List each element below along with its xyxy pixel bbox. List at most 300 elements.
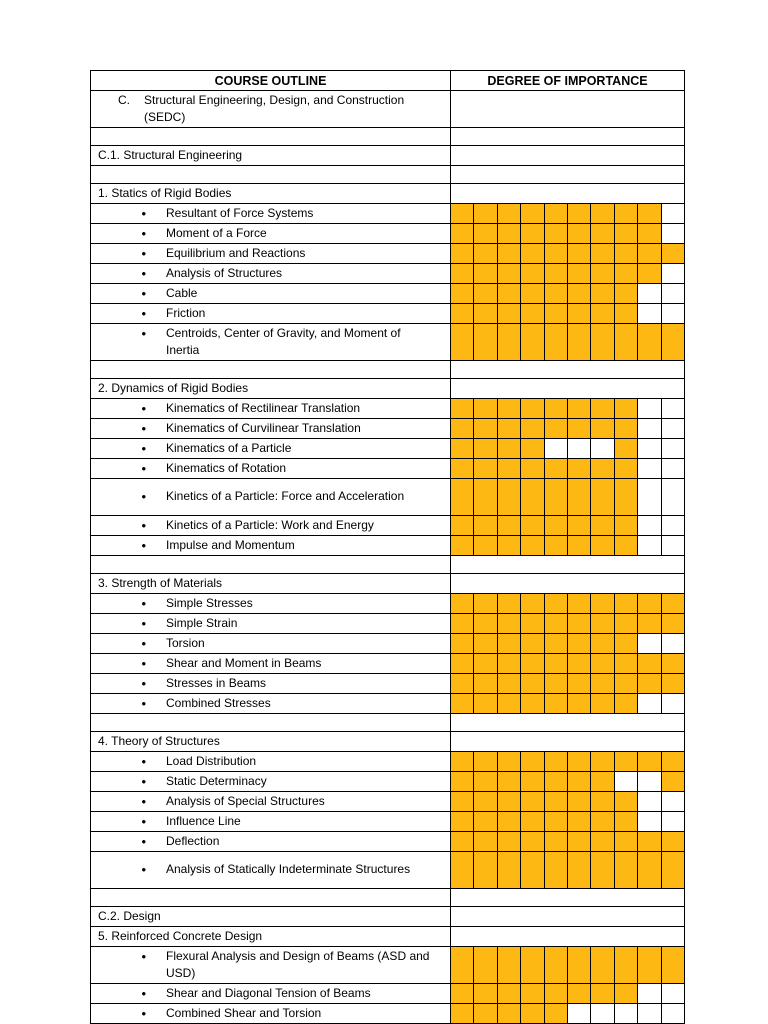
outline-label-cell: [91, 304, 451, 324]
bullet-icon: [98, 861, 166, 879]
importance-block-filled: [451, 832, 474, 851]
importance-block-filled: [591, 812, 614, 831]
importance-block-filled: [451, 852, 474, 888]
importance-block-filled: [498, 459, 521, 478]
bullet-icon: [98, 615, 166, 633]
importance-block-filled: [662, 852, 684, 888]
importance-cell: [451, 574, 685, 594]
bullet-icon: [98, 773, 166, 791]
importance-block-filled: [474, 674, 497, 693]
importance-block-filled: [591, 204, 614, 223]
importance-block-filled: [474, 752, 497, 771]
importance-block-empty: [638, 812, 661, 831]
importance-block-filled: [521, 419, 544, 438]
outline-label-cell: [91, 361, 451, 379]
outline-label-cell: [91, 264, 451, 284]
importance-block-filled: [451, 479, 474, 515]
importance-cell: [451, 772, 685, 792]
importance-blocks: [451, 479, 684, 515]
importance-block-filled: [521, 772, 544, 791]
importance-cell: [451, 832, 685, 852]
outline-label-cell: [91, 128, 451, 146]
importance-block-filled: [474, 224, 497, 243]
importance-block-empty: [638, 516, 661, 535]
importance-block-filled: [545, 947, 568, 983]
importance-cell: [451, 927, 685, 947]
importance-block-filled: [521, 674, 544, 693]
importance-block-filled: [474, 614, 497, 633]
outline-item-text: Kinematics of a Particle: [166, 440, 292, 455]
importance-block-filled: [591, 694, 614, 713]
outline-item-text: Load Distribution: [166, 753, 257, 768]
bullet-icon: [98, 635, 166, 653]
importance-block-filled: [498, 224, 521, 243]
importance-block-filled: [615, 654, 638, 673]
outline-label-cell: [91, 439, 451, 459]
importance-block-filled: [568, 694, 591, 713]
importance-block-filled: [498, 536, 521, 555]
importance-cell: [451, 204, 685, 224]
importance-block-filled: [474, 947, 497, 983]
importance-block-filled: [568, 536, 591, 555]
importance-block-filled: [498, 264, 521, 283]
importance-block-filled: [591, 674, 614, 693]
importance-block-filled: [451, 654, 474, 673]
importance-cell: [451, 224, 685, 244]
importance-block-filled: [638, 654, 661, 673]
importance-block-filled: [521, 204, 544, 223]
importance-block-filled: [662, 832, 684, 851]
importance-block-filled: [662, 614, 684, 633]
importance-cell: [451, 594, 685, 614]
section-heading: C.2. Design: [98, 909, 161, 923]
importance-block-filled: [545, 224, 568, 243]
importance-cell: [451, 128, 685, 146]
importance-block-filled: [474, 399, 497, 418]
outline-label-cell: [91, 516, 451, 536]
importance-cell: [451, 304, 685, 324]
outline-item-text: Static Determinacy: [166, 773, 267, 788]
importance-cell: [451, 184, 685, 204]
importance-block-filled: [615, 459, 638, 478]
outline-item-row: [91, 984, 685, 1004]
outline-item-text: Analysis of Structures: [166, 265, 283, 280]
importance-block-filled: [568, 479, 591, 515]
importance-block-filled: [568, 832, 591, 851]
importance-cell: [451, 459, 685, 479]
importance-block-filled: [591, 264, 614, 283]
importance-block-filled: [545, 614, 568, 633]
importance-block-filled: [568, 772, 591, 791]
importance-block-empty: [638, 479, 661, 515]
importance-block-filled: [545, 324, 568, 360]
outline-label-cell: [91, 832, 451, 852]
importance-blocks: [451, 594, 684, 613]
outline-label-cell: [91, 146, 451, 166]
importance-cell: [451, 714, 685, 732]
bullet-icon: [98, 205, 166, 223]
importance-block-filled: [591, 536, 614, 555]
intro-row: [91, 91, 685, 128]
importance-block-filled: [568, 419, 591, 438]
importance-block-filled: [474, 832, 497, 851]
outline-label-cell: [91, 889, 451, 907]
importance-block-filled: [498, 947, 521, 983]
outline-label-cell: [91, 184, 451, 204]
importance-blocks: [451, 1004, 684, 1023]
outline-item-text: Centroids, Center of Gravity, and Moment of Inertia: [166, 326, 401, 357]
importance-block-filled: [498, 204, 521, 223]
importance-block-empty: [638, 284, 661, 303]
importance-block-filled: [545, 1004, 568, 1023]
importance-cell: [451, 852, 685, 889]
importance-block-filled: [521, 399, 544, 418]
outline-item-row: [91, 244, 685, 264]
importance-blocks: [451, 812, 684, 831]
importance-block-filled: [451, 984, 474, 1003]
importance-block-filled: [568, 812, 591, 831]
importance-cell: [451, 674, 685, 694]
importance-block-filled: [615, 674, 638, 693]
importance-block-filled: [474, 694, 497, 713]
importance-block-empty: [662, 694, 684, 713]
section-heading: 4. Theory of Structures: [98, 734, 220, 748]
outline-item-text: Moment of a Force: [166, 225, 267, 240]
outline-label-cell: [91, 399, 451, 419]
importance-block-filled: [545, 399, 568, 418]
importance-blocks: [451, 264, 684, 283]
blank-row: [91, 166, 685, 184]
bullet-icon: [98, 325, 166, 343]
importance-block-filled: [521, 832, 544, 851]
outline-item-row: [91, 224, 685, 244]
outline-label-cell: [91, 714, 451, 732]
section-row: [91, 732, 685, 752]
outline-label-cell: [91, 91, 451, 128]
outline-label-cell: [91, 479, 451, 516]
importance-block-filled: [521, 536, 544, 555]
outline-item-row: [91, 1004, 685, 1024]
importance-block-filled: [521, 264, 544, 283]
importance-block-empty: [662, 634, 684, 653]
degree-of-importance-header: DEGREE OF IMPORTANCE: [451, 71, 685, 91]
section-row: [91, 146, 685, 166]
importance-block-filled: [568, 224, 591, 243]
importance-block-filled: [521, 654, 544, 673]
outline-item-row: [91, 304, 685, 324]
importance-block-filled: [521, 439, 544, 458]
bullet-icon: [98, 595, 166, 613]
importance-block-filled: [662, 674, 684, 693]
importance-block-empty: [638, 304, 661, 323]
importance-cell: [451, 284, 685, 304]
importance-cell: [451, 399, 685, 419]
importance-block-filled: [615, 634, 638, 653]
importance-block-filled: [521, 634, 544, 653]
header-row: [91, 71, 685, 91]
importance-block-empty: [662, 984, 684, 1003]
importance-block-filled: [591, 984, 614, 1003]
importance-block-filled: [615, 479, 638, 515]
importance-block-filled: [521, 752, 544, 771]
outline-item-text: Friction: [166, 305, 206, 320]
importance-cell: [451, 536, 685, 556]
outline-body: [91, 91, 685, 1024]
importance-block-filled: [615, 594, 638, 613]
importance-block-filled: [451, 947, 474, 983]
outline-item-row: [91, 264, 685, 284]
importance-block-filled: [451, 459, 474, 478]
outline-item-row: [91, 516, 685, 536]
outline-item-text: Simple Stresses: [166, 595, 253, 610]
importance-block-filled: [545, 594, 568, 613]
section-row: [91, 907, 685, 927]
importance-block-filled: [451, 594, 474, 613]
importance-cell: [451, 516, 685, 536]
importance-block-filled: [521, 284, 544, 303]
importance-block-filled: [568, 614, 591, 633]
importance-blocks: [451, 304, 684, 323]
outline-item-text: Shear and Diagonal Tension of Beams: [166, 985, 371, 1000]
importance-block-filled: [615, 284, 638, 303]
bullet-icon: [98, 1005, 166, 1023]
importance-blocks: [451, 536, 684, 555]
importance-block-filled: [615, 324, 638, 360]
importance-block-filled: [451, 752, 474, 771]
outline-label-cell: [91, 284, 451, 304]
importance-block-empty: [662, 304, 684, 323]
importance-block-filled: [591, 832, 614, 851]
importance-block-filled: [591, 752, 614, 771]
bullet-icon: [98, 833, 166, 851]
importance-blocks: [451, 654, 684, 673]
importance-block-filled: [474, 654, 497, 673]
importance-block-filled: [591, 614, 614, 633]
importance-block-filled: [638, 244, 661, 263]
importance-block-filled: [615, 852, 638, 888]
outline-label-cell: [91, 772, 451, 792]
importance-cell: [451, 634, 685, 654]
bullet-icon: [98, 517, 166, 535]
importance-block-empty: [638, 399, 661, 418]
importance-block-filled: [521, 947, 544, 983]
importance-blocks: [451, 752, 684, 771]
blank-row: [91, 889, 685, 907]
importance-block-filled: [591, 399, 614, 418]
course-outline-header: COURSE OUTLINE: [91, 71, 451, 91]
section-heading: 2. Dynamics of Rigid Bodies: [98, 381, 249, 395]
importance-block-filled: [451, 792, 474, 811]
importance-block-empty: [662, 224, 684, 243]
importance-block-filled: [615, 947, 638, 983]
importance-block-filled: [638, 204, 661, 223]
importance-blocks: [451, 244, 684, 263]
importance-block-filled: [568, 752, 591, 771]
importance-block-filled: [498, 694, 521, 713]
importance-cell: [451, 439, 685, 459]
outline-label-cell: [91, 1004, 451, 1024]
outline-item-row: [91, 614, 685, 634]
importance-block-filled: [638, 324, 661, 360]
importance-blocks: [451, 224, 684, 243]
outline-label-cell: [91, 907, 451, 927]
importance-block-filled: [568, 264, 591, 283]
importance-block-filled: [498, 772, 521, 791]
bullet-icon: [98, 440, 166, 458]
outline-item-text: Kinematics of Rectilinear Translation: [166, 400, 361, 415]
bullet-icon: [98, 753, 166, 771]
importance-block-filled: [521, 984, 544, 1003]
outline-label-cell: [91, 654, 451, 674]
importance-block-filled: [615, 812, 638, 831]
importance-block-empty: [638, 419, 661, 438]
importance-cell: [451, 361, 685, 379]
importance-block-filled: [545, 284, 568, 303]
bullet-icon: [98, 225, 166, 243]
importance-block-filled: [591, 224, 614, 243]
importance-block-filled: [662, 654, 684, 673]
importance-block-empty: [662, 204, 684, 223]
outline-item-text: Kinetics of a Particle: Force and Acceleration: [166, 489, 405, 503]
importance-block-filled: [521, 1004, 544, 1023]
importance-block-filled: [474, 536, 497, 555]
importance-block-filled: [545, 674, 568, 693]
importance-block-filled: [498, 284, 521, 303]
importance-block-filled: [474, 634, 497, 653]
importance-block-empty: [638, 1004, 661, 1023]
importance-block-filled: [521, 459, 544, 478]
outline-item-row: [91, 459, 685, 479]
outline-item-text: Influence Line: [166, 813, 241, 828]
importance-block-filled: [474, 812, 497, 831]
importance-block-filled: [498, 479, 521, 515]
importance-cell: [451, 419, 685, 439]
importance-block-filled: [451, 694, 474, 713]
bullet-icon: [98, 695, 166, 713]
section-letter: C.: [118, 93, 130, 107]
bullet-icon: [98, 460, 166, 478]
outline-item-row: [91, 772, 685, 792]
outline-label-cell: [91, 419, 451, 439]
importance-cell: [451, 479, 685, 516]
importance-block-filled: [615, 614, 638, 633]
importance-block-filled: [451, 536, 474, 555]
importance-block-filled: [568, 284, 591, 303]
importance-block-filled: [521, 224, 544, 243]
bullet-icon: [98, 420, 166, 438]
importance-block-filled: [591, 772, 614, 791]
importance-block-filled: [498, 304, 521, 323]
outline-item-text: Flexural Analysis and Design of Beams (ASD and USD): [166, 949, 430, 980]
importance-block-filled: [615, 536, 638, 555]
importance-block-filled: [521, 594, 544, 613]
importance-block-empty: [638, 792, 661, 811]
importance-block-filled: [545, 634, 568, 653]
importance-blocks: [451, 832, 684, 851]
importance-block-filled: [474, 984, 497, 1003]
importance-block-filled: [498, 439, 521, 458]
importance-block-filled: [545, 792, 568, 811]
importance-block-filled: [638, 674, 661, 693]
importance-block-filled: [591, 244, 614, 263]
importance-cell: [451, 889, 685, 907]
importance-block-empty: [591, 439, 614, 458]
outline-label-cell: [91, 594, 451, 614]
importance-block-filled: [545, 752, 568, 771]
importance-block-filled: [662, 752, 684, 771]
bullet-icon: [98, 305, 166, 323]
importance-block-filled: [451, 812, 474, 831]
importance-block-filled: [451, 304, 474, 323]
importance-block-filled: [615, 439, 638, 458]
importance-cell: [451, 792, 685, 812]
outline-item-row: [91, 419, 685, 439]
importance-block-filled: [451, 1004, 474, 1023]
importance-cell: [451, 91, 685, 128]
importance-cell: [451, 166, 685, 184]
importance-block-filled: [498, 614, 521, 633]
importance-block-filled: [451, 674, 474, 693]
blank-row: [91, 361, 685, 379]
importance-block-filled: [498, 852, 521, 888]
importance-block-filled: [615, 204, 638, 223]
importance-block-filled: [662, 772, 684, 791]
importance-block-filled: [591, 459, 614, 478]
outline-item-row: [91, 594, 685, 614]
importance-block-filled: [498, 516, 521, 535]
importance-blocks: [451, 674, 684, 693]
outline-item-row: [91, 752, 685, 772]
outline-label-cell: [91, 324, 451, 361]
importance-block-filled: [474, 264, 497, 283]
importance-cell: [451, 947, 685, 984]
outline-item-row: [91, 479, 685, 516]
importance-block-filled: [498, 399, 521, 418]
importance-block-empty: [662, 399, 684, 418]
importance-block-filled: [591, 654, 614, 673]
importance-block-filled: [474, 459, 497, 478]
importance-block-filled: [451, 264, 474, 283]
bullet-icon: [98, 793, 166, 811]
outline-label-cell: [91, 927, 451, 947]
importance-blocks: [451, 284, 684, 303]
outline-label-cell: [91, 732, 451, 752]
importance-block-filled: [474, 439, 497, 458]
importance-block-filled: [568, 204, 591, 223]
importance-block-filled: [591, 594, 614, 613]
importance-block-empty: [638, 439, 661, 458]
outline-item-row: [91, 852, 685, 889]
bullet-icon: [98, 985, 166, 1003]
importance-block-filled: [498, 594, 521, 613]
outline-item-row: [91, 399, 685, 419]
importance-block-filled: [615, 832, 638, 851]
importance-cell: [451, 1004, 685, 1024]
importance-block-filled: [545, 536, 568, 555]
importance-block-empty: [662, 479, 684, 515]
section-row: [91, 574, 685, 594]
importance-cell: [451, 907, 685, 927]
outline-item-text: Analysis of Special Structures: [166, 793, 325, 808]
importance-block-filled: [615, 244, 638, 263]
importance-block-empty: [638, 694, 661, 713]
importance-block-filled: [498, 792, 521, 811]
outline-item-text: Combined Stresses: [166, 695, 271, 710]
importance-block-filled: [545, 654, 568, 673]
importance-block-filled: [474, 1004, 497, 1023]
bullet-icon: [98, 285, 166, 303]
importance-block-empty: [615, 772, 638, 791]
